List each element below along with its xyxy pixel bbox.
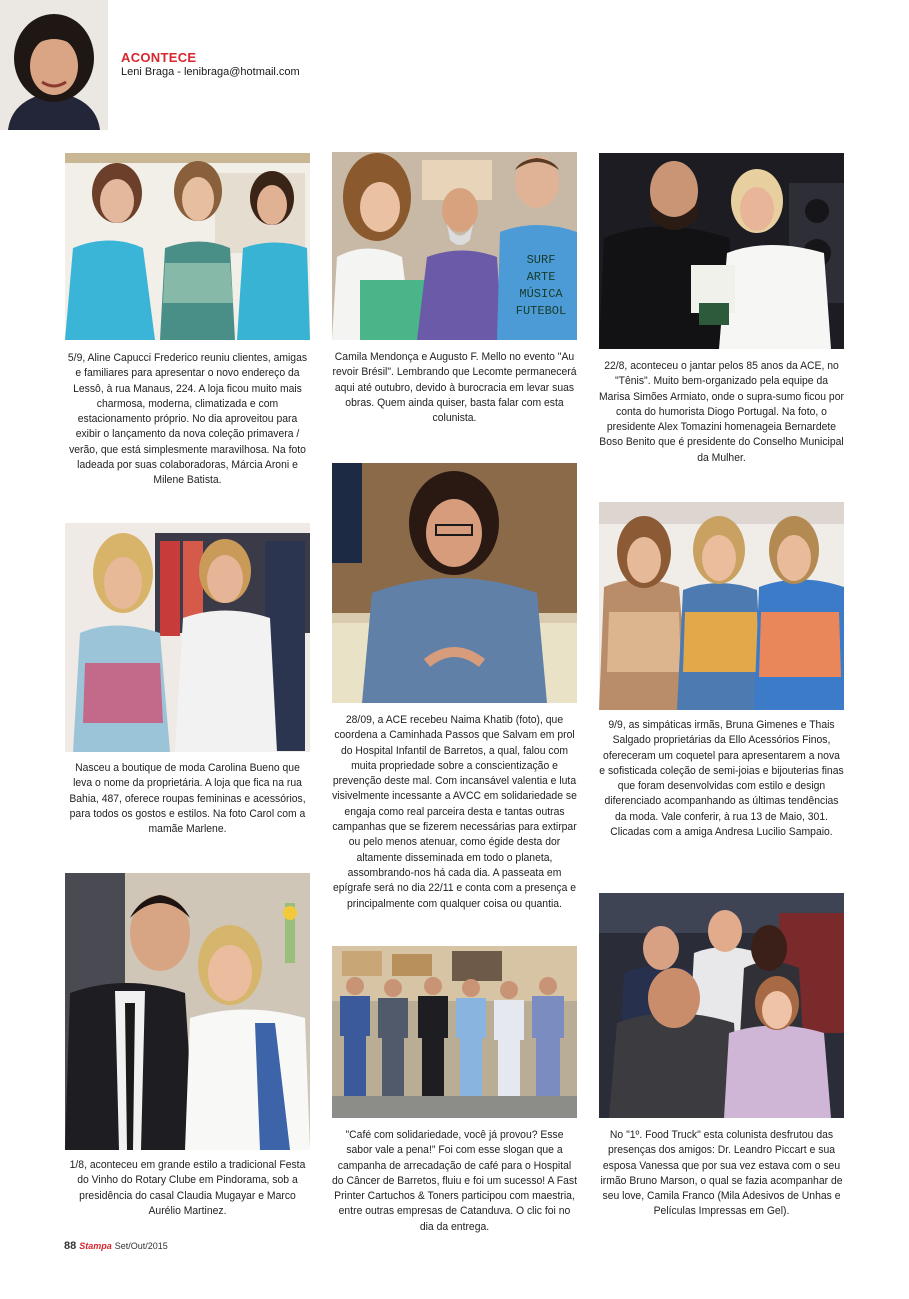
shirt-word: ARTE	[526, 270, 556, 284]
photo-cafe-solidariedade	[332, 946, 577, 1118]
photo-ello-acessorios	[599, 502, 844, 710]
photo-ace-dinner	[599, 153, 844, 349]
shirt-print	[510, 252, 572, 320]
photo-naima-khatib	[332, 463, 577, 703]
photo-carolina-bueno-boutique	[65, 523, 310, 752]
caption-naima-khatib: 28/09, a ACE recebeu Naima Khatib (foto), que coordena a Caminhada Passos que Salvam em prol do Hospital Infantil de Barretos, a qual, falou com muita propriedade sobre a conscientização e prevenção deste mal. Com incansável valentia e luta visivelmente incessante a AVCC em solidariedade se engaja como real parceira desta e tantas outras campanhas que se fizerem necessárias para extirpar ou pelo menos atenuar, como égide desta dor altamente disseminada em todo o planeta, assombrando-nos há cada dia. A passeata em epígrafe será no dia 22/11 e conta com a presença e principalmente com qualquer coisa ou quantia.	[332, 714, 577, 910]
shirt-word: MÚSICA	[519, 287, 563, 301]
issue-date: Set/Out/2015	[114, 1241, 168, 1251]
caption-food-truck: No "1º. Food Truck" esta colunista desfrutou das presenças dos amigos: Dr. Leandro Piccart e sua esposa Vanessa que por sua vez estava com o seu irmão Bruno Marson, o qual se fazia acompanhar de seu love, Camila Franco (Mila Adesivos de Unhas e Películas Impressas em Gel).	[600, 1129, 843, 1218]
shirt-word: SURF	[526, 253, 556, 267]
caption-ello-acessorios: 9/9, as simpáticas irmãs, Bruna Gimenes e Thais Salgado proprietárias da Ello Acessórios Finos, ofereceram um coquetel para apresentarem a nova e sofisticada coleção de semi-joias e bijouterias finas que foram desenvolvidas com estilo e design diferenciado acompanhando as últimas tendências da moda. Vale conferir, à rua 13 de Maio, 301. Clicadas com a amiga Andresa Lucilio Sampaio.	[599, 719, 844, 839]
photo-food-truck	[599, 893, 844, 1118]
caption-cafe-solidariedade: "Café com solidariedade, você já provou? Esse sabor vale a pena!" Foi com esse slogan que a campanha de arrecadação de café para o Hospital do Câncer de Barretos, fluiu e foi um sucesso! A Fast Printer Cartuchos & Toners participou com maestria, entre outras empresas de Catanduva. O clic foi no dia da entrega.	[332, 1129, 577, 1233]
section-title: ACONTECE	[121, 50, 197, 65]
caption-carolina-bueno: Nasceu a boutique de moda Carolina Bueno que leva o nome da proprietária. A loja que fica na rua Bahia, 487, oferece roupas femininas e acessórios, para todos os gostos e estilos. Na foto Carol com a mamãe Marlene.	[69, 762, 306, 836]
photo-rotary-festa-vinho	[65, 873, 310, 1150]
page-number: 88	[64, 1240, 77, 1252]
magazine-brand: Stampa	[79, 1241, 112, 1251]
page-footer	[64, 1240, 168, 1252]
caption-rotary-festa-vinho: 1/8, aconteceu em grande estilo a tradicional Festa do Vinho do Rotary Clube em Pindorama, sob a presidência do casal Claudia Mugayar e Marco Aurélio Martinez.	[69, 1159, 306, 1217]
photo-lesso-store	[65, 153, 310, 340]
author-portrait	[0, 0, 108, 130]
photo-au-revoir-bresil	[332, 152, 577, 340]
caption-lesso-store: 5/9, Aline Capucci Frederico reuniu clientes, amigas e familiares para apresentar o novo endereço da Lessô, à rua Manaus, 224. A loja ficou muito mais charmosa, moderna, climatizada e com estacionamento próprio. No dia aproveitou para exibir o lançamento da nova coleção primavera / verão, que está simplesmente maravilhosa. Na foto ladeada por suas colaboradoras, Márcia Aroni e Milene Batista.	[67, 352, 308, 487]
caption-au-revoir-bresil: Camila Mendonça e Augusto F. Mello no evento "Au revoir Brésil". Lembrando que Lecomte permanecerá aqui até outubro, devido à burocracia em levar suas obras. Quem ainda quiser, basta falar com esta colunista.	[332, 351, 577, 425]
author-photo	[0, 0, 108, 130]
caption-ace-dinner: 22/8, aconteceu o jantar pelos 85 anos da ACE, no "Tênis". Muito bem-organizado pela equipe da Marisa Simões Armiato, onde o supra-sumo ficou por conta do humorista Diogo Portugal. Na foto, o presidente Alex Tomazini homenageia Bernardete Boso Benito que é presidente do Conselho Municipal da Mulher.	[599, 360, 844, 464]
author-byline: Leni Braga - lenibraga@hotmail.com	[121, 66, 300, 78]
shirt-word: FUTEBOL	[515, 304, 567, 318]
